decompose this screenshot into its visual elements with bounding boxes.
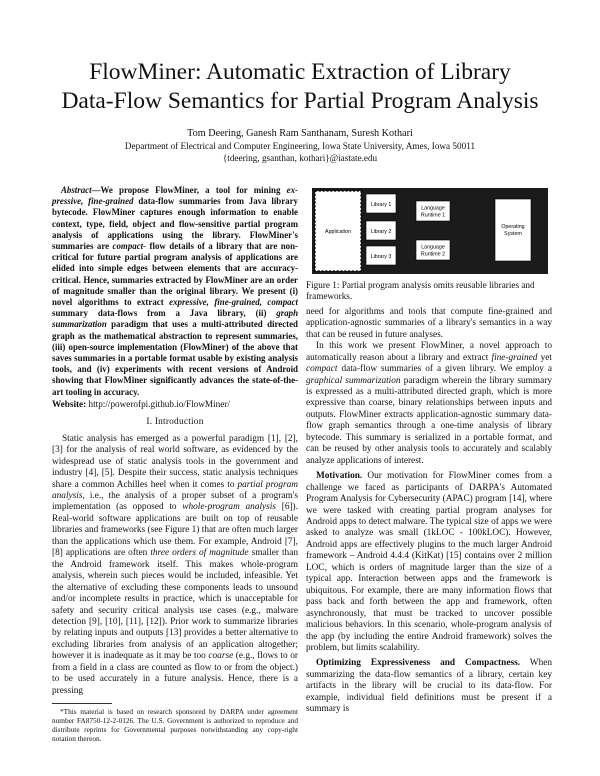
figure-1 xyxy=(306,188,552,274)
footnote-rule xyxy=(52,703,112,704)
library-2-label: Library 2 xyxy=(370,229,392,235)
section-heading-introduction: I. Introduction xyxy=(146,417,204,428)
title-line-2: Data-Flow Semantics for Partial Program Analysis xyxy=(61,88,539,114)
runtime-2-label-line1: Language xyxy=(421,244,445,251)
footnote: *This material is based on research sponsored by DARPA under agreement number FA8750-12-2-0126. The U.S. Government is authorized to reproduce and distribute reprints for Governmental purposes notwithstanding any copy-right notation thereon. xyxy=(52,707,298,744)
title-line-1: FlowMiner: Automatic Extraction of Library xyxy=(89,59,511,85)
figure-1-caption: Figure 1: Partial program analysis omits reusable libraries and frameworks. xyxy=(306,280,535,302)
os-label-line2: System xyxy=(504,231,522,237)
runtime-1-label-line2: Runtime 1 xyxy=(420,212,446,219)
right-column xyxy=(306,188,552,716)
optimizing-paragraph: Optimizing Expressiveness and Compactness. When summarizing the data-flow semantics of a library, certain key artifacts in the library will be crucial to its data-flow. For example, individual field definitions must be present if a summary is xyxy=(306,658,552,715)
website-link[interactable]: http://powerofpi.github.io/FlowMiner/ xyxy=(88,398,230,409)
authors: Tom Deering, Ganesh Ram Santhanam, Suresh Kothari xyxy=(187,128,413,139)
abstract: Abstract—We propose FlowMiner, a tool for mining ex-pressive, fine-grained data-flow summaries from Java library bytecode. FlowMiner captures enough information to enable context, type, field, object and flow-sensitive partial program analysis of applications using the library. FlowMiner's summaries are compact- flow details of a library that are non-critical for future partial program analysis of applications are elided into simple edges between elements that are accuracy-critical. Hence, summaries extracted by FlowMiner are an order of magnitude smaller than the original library. We present (i) novel algorithms to extract expressive, fine-grained, compact summary data-flows from a Java library, (ii) graph summarization paradigm that uses a multi-attributed directed graph as the mathematical abstraction to represent summaries, (iii) open-source implementation (FlowMiner) of the above that saves summaries in a portable format usable by existing analysis tools, and (iv) experiments with recent versions of Android showing that FlowMiner significantly advances the state-of-the-art tooling in accuracy. xyxy=(52,185,299,397)
affiliation: Department of Electrical and Computer Engineering, Iowa State University, Ames, Iowa 50011 xyxy=(124,141,476,151)
right-paragraph-approach: In this work we present FlowMiner, a novel approach to automatically reason about a library and extract fine-grained yet compact data-flow summaries of a given library. We employ a graphical summarization paradigm wherein the library summary is expressed as a multi-attributed directed graph, which is more expressive than coarse, binary relationships between inputs and outputs. FlowMiner extracts application-agnostic summary data-flow graph semantics through a one-time analysis of library bytecode. This summary is serialized in a portable format, and can be reused by other analysis tools to accurately and scalably analyze applications of interest. xyxy=(306,341,553,466)
motivation-paragraph: Motivation. Our motivation for FlowMiner comes from a challenge we faced as participants of DARPA's Automated Program Analysis for Cybersecurity (APAC) program [14], where we were tasked with creating partial program analyses for Android apps to detect malware. The typical size of apps we were asked to analyze was small (1kLOC - 100kLOC). However, Android apps are effectively plugins to the much larger Android framework – Android 4.4.4 (KitKat) [15] contains over 2 million LOC, which is orders of magnitude larger than the size of a typical app. Interaction between apps and the framework is ubiquitous. For example, there are many information flows that pass back and forth between the app and framework, often asynchronously, that must be tracked to uncover possible malicious behaviors. In this scenario, whole-program analysis of the app (by including the entire Android framework) solves the problem, but limits scalability. xyxy=(306,471,552,653)
intro-paragraph: Static analysis has emerged as a powerful paradigm [1], [2], [3] for the analysis of real world software, as evidenced by the widespread use of static analysis tools in the government and industry [4], [5]. Despite their success, static analysis techniques share a common Achilles heel when it comes to partial program analysis, i.e., the analysis of a proper subset of a program's implementation (as opposed to whole-program analysis [6]). Real-world software applications are built on top of reusable libraries and frameworks (see Figure 1) that are often much larger than the applications which use them. For example, Android [7], [8] applications are often three orders of magnitude smaller than the Android framework itself. This makes whole-program analysis, wherein such pieces would be included, infeasible. Yet the alternative of excluding these components leads to unsound and/or incomplete results in practice, which is unacceptable for safety and security critical analysis use cases (e.g., malware detection [9], [10], [11], [12]). Prior work to summarize libraries by relating inputs and outputs [13] provides a better alternative to excluding libraries from analysis of an application altogether; however it is inadequate as it may be too coarse (e.g., flows to or from a field in a class are counted as flow to or from the object.) to be used accurately in a future analysis. Hence, there is a pressing xyxy=(52,433,298,696)
operating-system-box xyxy=(495,199,531,261)
application-label: Application xyxy=(325,229,351,235)
left-column xyxy=(52,185,298,743)
os-label-line1: Operating xyxy=(501,224,525,230)
architecture-diagram xyxy=(312,188,548,274)
library-3-label: Library 3 xyxy=(370,254,392,260)
library-1-label: Library 1 xyxy=(370,202,392,208)
right-paragraph-continued: need for algorithms and tools that compute fine-grained and application-agnostic summaries of a library's semantics in a way that can be reused in future analyses. xyxy=(306,306,552,340)
website-line: Website: http://powerofpi.github.io/FlowMiner/ xyxy=(52,398,230,409)
runtime-2-label-line2: Runtime 2 xyxy=(420,251,446,258)
runtime-1-label-line1: Language xyxy=(421,205,445,212)
paper-title xyxy=(40,58,560,116)
author-emails: {tdeering, gsanthan, kothari}@iastate.edu xyxy=(222,153,378,163)
